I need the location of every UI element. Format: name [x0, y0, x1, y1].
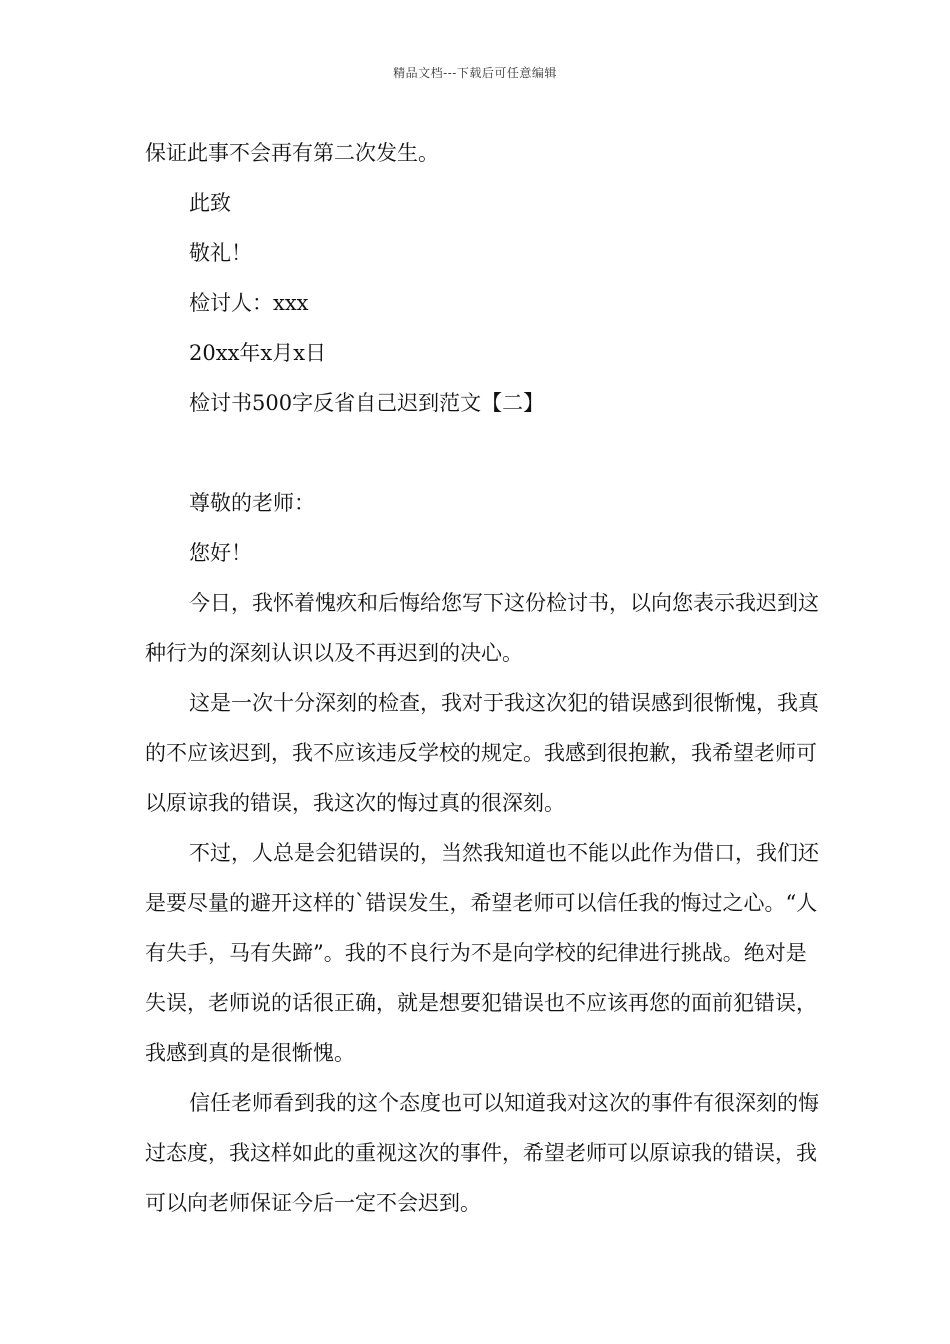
paragraph: 不过，人总是会犯错误的，当然我知道也不能以此作为借口，我们还是要尽量的避开这样的`错误发生，希望老师可以信任我的悔过之心。“人有失手，马有失蹄”。我的不良行为不是向学校的纪律进行挑战。绝对是失误，老师说的话很正确，就是想要犯错误也不应该再您的面前犯错误，我感到真的是很惭愧。 [145, 841, 819, 1065]
blank-line [145, 428, 825, 478]
paragraph: 这是一次十分深刻的检查，我对于我这次犯的错误感到很惭愧，我真的不应该迟到，我不应该违反学校的规定。我感到很抱歉，我希望老师可以原谅我的错误，我这次的悔过真的很深刻。 [145, 691, 819, 815]
paragraph: 保证此事不会再有第二次发生。 [145, 141, 439, 165]
closing-regards: 敬礼！ [189, 241, 252, 265]
date-line: 20xx年x月x日 [189, 341, 327, 365]
closing-salutation: 此致 [189, 191, 231, 215]
greeting-hello: 您好！ [189, 541, 252, 565]
document-body [145, 128, 825, 1228]
paragraph: 信任老师看到我的这个态度也可以知道我对这次的事件有很深刻的悔过态度，我这样如此的重视这次的事件，希望老师可以原谅我的错误，我可以向老师保证今后一定不会迟到。 [145, 1091, 819, 1215]
signature-line: 检讨人：xxx [189, 291, 309, 315]
paragraph: 今日，我怀着愧疚和后悔给您写下这份检讨书，以向您表示我迟到这种行为的深刻认识以及不再迟到的决心。 [145, 591, 819, 665]
section-title: 检讨书500字反省自己迟到范文【二】 [189, 391, 545, 415]
page-header: 精品文档---下载后可任意编辑 [393, 66, 557, 80]
greeting: 尊敬的老师： [189, 491, 315, 515]
